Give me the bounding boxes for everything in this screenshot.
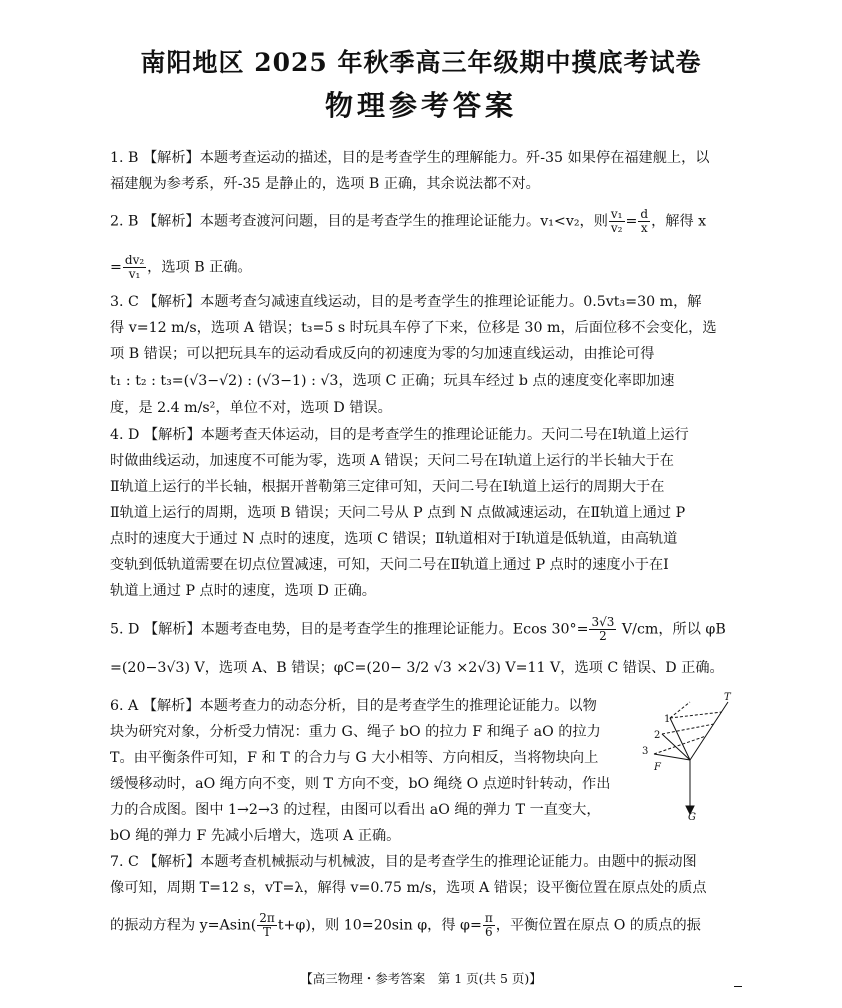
page-title: 南阳地区 2025 年秋季高三年级期中摸底考试卷 [140,48,702,77]
label-f: F [654,762,661,773]
label-g: G [688,812,696,820]
label-2: 2 [654,730,661,741]
fraction-num: π [484,911,493,925]
answer-7-text-c: ，平衡位置在原点 O 的质点的振 [495,917,701,934]
answer-2-text-a: 2. B 【解析】本题考查渡河问题，目的是考查学生的推理论证能力。v₁<v₂，则 [110,213,608,230]
answer-5-line-1 [110,616,738,643]
fraction-num: d [640,207,649,221]
answer-2-line-2: = $\frac{\text{dv₂}}{\text{v₁}}$ ，选项 B 正确。 [110,253,252,281]
answer-5-text-b: V/cm，所以 φB [617,621,726,638]
page-footer: 【高三物理・参考答案 第 1 页(共 5 页)】 [300,971,542,986]
fraction-den: T [263,925,272,939]
fraction-num: 3√3 [591,615,615,629]
answer-6-line-5: 力的合成图。图中 1→2→3 的过程，由图可以看出 aO 绳的弹力 T 一直变大， [110,802,601,818]
answer-2-text-b: ，解得 x [651,213,707,230]
answer-4-line-4: Ⅱ轨道上运行的周期，选项 B 错误；天问二号从 P 点到 N 点做减速运动，在Ⅱ轨道上通过 P [110,505,686,521]
fraction [123,254,146,281]
dash-line-1 [670,712,722,718]
fraction [257,912,277,939]
answer-6-line-2: 块为研究对象，分析受力情况：重力 G、绳子 bO 的拉力 F 和绳子 aO 的拉力 [110,724,601,740]
answer-4-line-2: 时做曲线运动，加速度不可能为零，选项 A 错误；天问二号在Ⅰ轨道上运行的半长轴大于在 [110,453,674,469]
answer-3-line-4: t₁ : t₂ : t₃=(√3−√2) : (√3−1) : √3，选项 C 正确；玩具车经过 b 点的速度变化率即加速 [110,373,675,389]
answer-7-text-a: 的振动方程为 y=Asin( [110,917,257,934]
answer-7-line-3 [110,912,738,939]
answer-6-line-1: 6. A 【解析】本题考查力的动态分析，目的是考查学生的推理论证能力。以物 [110,698,597,714]
answer-1-line-2: 福建舰为参考系，歼-35 是静止的，选项 B 正确，其余说法都不对。 [110,176,540,192]
answer-2-line-1: 2. B 【解析】本题考查渡河问题，目的是考查学生的推理论证能力。v₁<v₂，则 $\frac{\text{v₁}}{\text{v₂}}$ = $\frac{d}{x}$ ，解得 x [110,207,707,235]
answer-2-text-c: ，选项 B 正确。 [147,259,252,276]
answer-4-line-6: 变轨到低轨道需要在切点位置减速，可知，天问二号在Ⅱ轨道上通过 P 点时的速度小于在Ⅰ [110,557,669,573]
fraction [589,616,616,643]
answer-4-line-3: Ⅱ轨道上运行的半长轴，根据开普勒第三定律可知，天问二号在Ⅰ轨道上运行的周期大于在 [110,479,665,495]
answer-6-line-4: 缓慢移动时，aO 绳方向不变，则 T 方向不变，bO 绳绕 O 点逆时针转动，作出 [110,776,611,792]
answer-3-line-1: 3. C 【解析】本题考查匀减速直线运动，目的是考查学生的推理论证能力。0.5vt₃=30 m，解 [110,294,702,310]
fraction [483,912,495,939]
answer-5-line-2: =(20−3√3) V，选项 A、B 错误；φC=(20− 3/2 √3 ×2√3) V=11 V，选项 C 错误、D 正确。 [110,660,724,676]
dash-line-2 [662,724,714,734]
label-t: T [724,692,731,703]
fraction-den: 2 [599,629,607,643]
answer-4-line-7: 轨道上通过 P 点时的速度，选项 D 正确。 [110,583,376,599]
rope-line-1 [670,718,690,760]
fraction-den: v₁ [128,267,141,281]
label-1: 1 [664,714,671,725]
answer-7-text-b: t+φ)，则 10=20sin φ，得 φ= [277,917,482,934]
footer-dash [734,986,742,987]
fraction-num: v₁ [610,207,623,221]
fraction-num: 2π [259,911,275,925]
answer-1-line-1: 1. B 【解析】本题考查运动的描述，目的是考查学生的理解能力。歼-35 如果停在福建舰上，以 [110,150,710,166]
fraction-den: 6 [484,925,493,939]
answer-7-line-2: 像可知，周期 T=12 s，vT=λ，解得 v=0.75 m/s，选项 A 错误；设平衡位置在原点处的质点 [110,880,707,896]
answer-6-line-6: bO 绳的弹力 F 先减小后增大，选项 A 正确。 [110,828,401,844]
fraction-num: dv₂ [124,253,145,267]
fraction [638,208,650,235]
answer-4-line-5: 点时的速度大于通过 N 点时的速度，选项 C 错误；Ⅱ轨道相对于Ⅰ轨道是低轨道，由高轨道 [110,531,678,547]
fraction-den: v₂ [610,221,623,235]
answer-6-line-3: T。由平衡条件可知，F 和 T 的合力与 G 大小相等、方向相反，当将物块向上 [110,750,599,766]
force-diagram [640,690,750,820]
page-subtitle: 物理参考答案 [324,89,517,122]
fraction-den: x [640,221,648,235]
answer-5-text-a: 5. D 【解析】本题考查电势，目的是考查学生的推理论证能力。Ecos 30°= [110,621,589,638]
label-3: 3 [642,746,649,757]
answer-3-line-5: 度，是 2.4 m/s²，单位不对，选项 D 错误。 [110,400,392,416]
answer-3-line-2: 得 v=12 m/s，选项 A 错误；t₃=5 s 时玩具车停了下来，位移是 30 m，后面位移不会变化，选 [110,320,717,336]
answer-4-line-1: 4. D 【解析】本题考查天体运动，目的是考查学生的推理论证能力。天问二号在Ⅰ轨道上运行 [110,427,689,443]
tension-line [690,702,728,760]
answer-3-line-3: 项 B 错误；可以把玩具车的运动看成反向的初速度为零的匀加速直线运动，由推论可得 [110,346,655,362]
fraction [609,208,625,235]
answer-7-line-1: 7. C 【解析】本题考查机械振动与机械波，目的是考查学生的推理论证能力。由题中的振动图 [110,854,697,870]
